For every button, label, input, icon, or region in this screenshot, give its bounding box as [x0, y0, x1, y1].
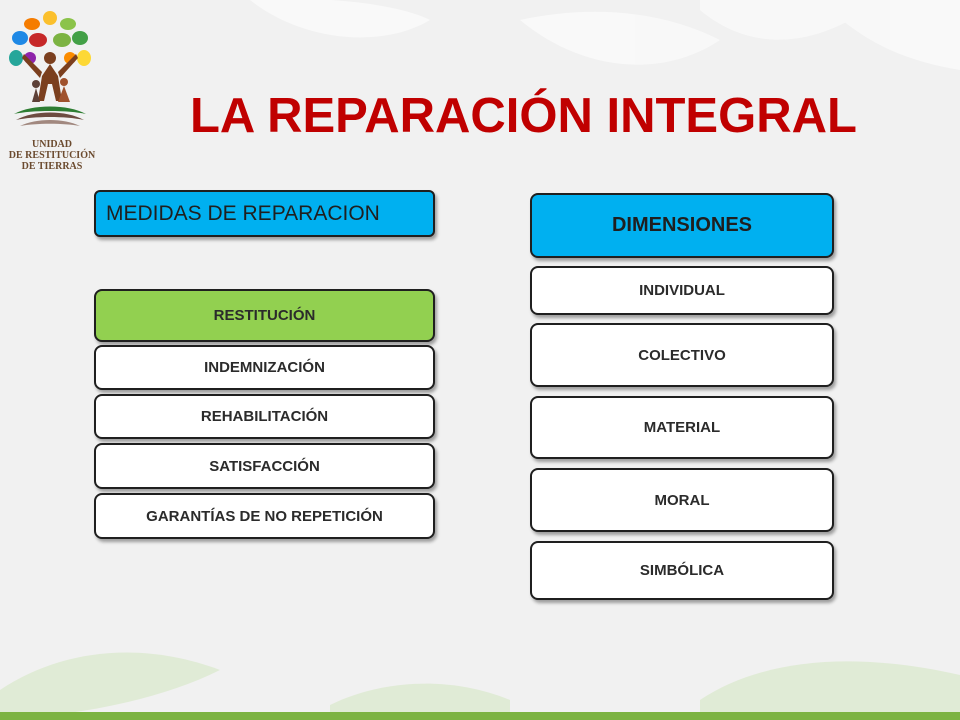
logo-text [2, 139, 102, 172]
medidas-header: MEDIDAS DE REPARACION [94, 190, 435, 237]
logo-line-3: DE TIERRAS [21, 161, 83, 172]
logo-line-1: UNIDAD [32, 139, 72, 150]
left-item-indemnizacion: INDEMNIZACIÓN [94, 345, 435, 390]
right-item-material: MATERIAL [530, 396, 834, 459]
left-item-garantias: GARANTÍAS DE NO REPETICIÓN [94, 493, 435, 539]
left-item-restitucion: RESTITUCIÓN [94, 289, 435, 342]
tree-people-icon [2, 6, 98, 136]
logo-line-2: DE RESTITUCIÓN [8, 150, 96, 161]
right-item-individual: INDIVIDUAL [530, 266, 834, 315]
left-item-satisfaccion: SATISFACCIÓN [94, 443, 435, 489]
dimensiones-header: DIMENSIONES [530, 193, 834, 258]
right-item-colectivo: COLECTIVO [530, 323, 834, 387]
slide-title: LA REPARACIÓN INTEGRAL [190, 89, 857, 143]
right-item-moral: MORAL [530, 468, 834, 532]
right-item-simbolica: SIMBÓLICA [530, 541, 834, 600]
left-item-rehabilitacion: REHABILITACIÓN [94, 394, 435, 439]
unidad-restitucion-logo [2, 6, 98, 186]
